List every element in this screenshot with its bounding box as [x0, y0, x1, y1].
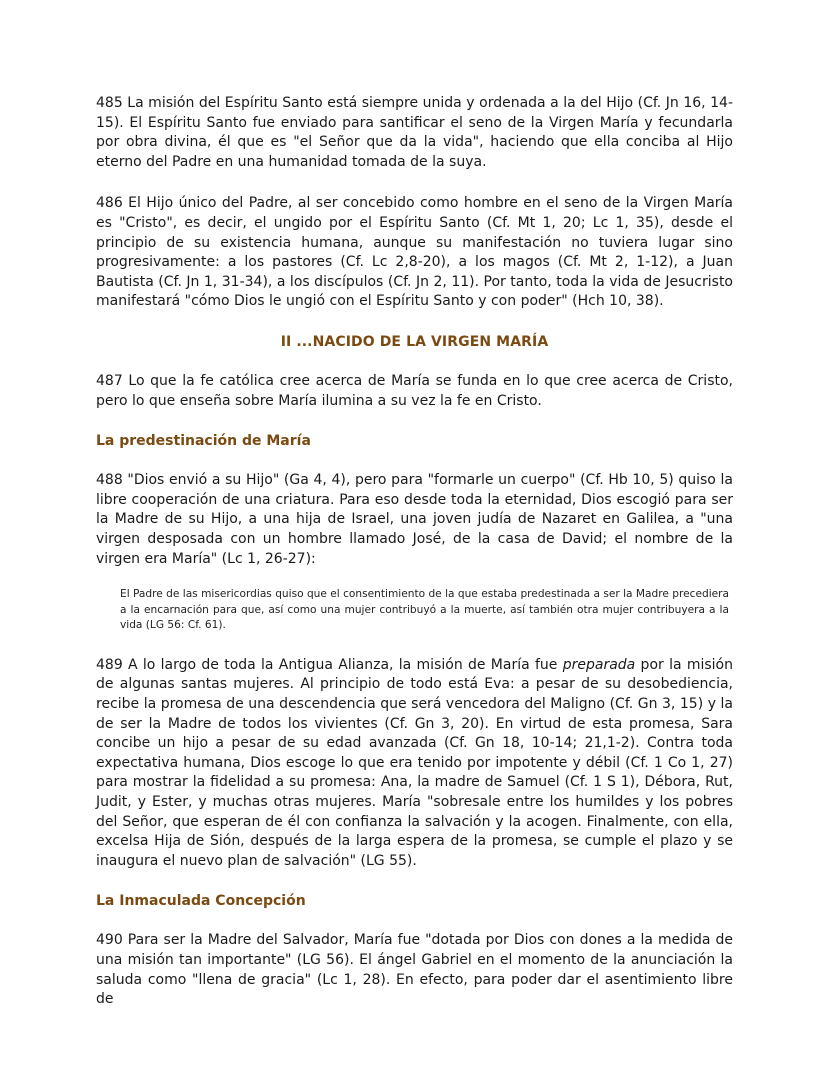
paragraph-487: 487 Lo que la fe católica cree acerca de María se funda en lo que cree acerca de Cristo, pero lo que enseña sobre María ilumina a su vez la fe en Cristo.	[96, 372, 733, 409]
paragraph-489-emphasis: preparada	[562, 656, 636, 673]
section-title: II ...NACIDO DE LA VIRGEN MARÍA	[280, 333, 549, 350]
paragraph-489	[96, 656, 733, 872]
block-quote: El Padre de las misericordias quiso que el consentimiento de la que estaba predestinada a ser la Madre precediera a la encarnación para que, así como una mujer contribuyó a la muerte, así también otra mujer contribuyera a la vida (LG 56: Cf. 61).	[120, 588, 729, 632]
paragraph-490: 490 Para ser la Madre del Salvador, María fue "dotada por Dios con dones a la medida de una misión tan importante" (LG 56). El ángel Gabriel en el momento de la anunciación la saluda como "llena de gracia" (Lc 1, 28). En efecto, para poder dar el asentimiento libre de	[96, 932, 733, 1008]
subheading-immaculate-conception: La Inmaculada Concepción	[96, 893, 306, 910]
subheading-predestination: La predestinación de María	[96, 433, 311, 450]
paragraph-486: 486 El Hijo único del Padre, al ser concebido como hombre en el seno de la Virgen María es "Cristo", es decir, el ungido por el Espíritu Santo (Cf. Mt 1, 20; Lc 1, 35), desde el principio de su existencia humana, aunque su manifestación no tuviera lugar sino progresivamente: a los pastores (Cf. Lc 2,8-20), a los magos (Cf. Mt 2, 1-12), a Juan Bautista (Cf. Jn 1, 31-34), a los discípulos (Cf. Jn 2, 11). Por tanto, toda la vida de Jesucristo manifestará "cómo Dios le ungió con el Espíritu Santo y con poder" (Hch 10, 38).	[96, 195, 733, 310]
paragraph-489-start: 489 A lo largo de toda la Antigua Alianza, la misión de María fue	[96, 656, 563, 673]
paragraph-489-end: por la misión de algunas santas mujeres. Al principio de todo está Eva: a pesar de su desobediencia, recibe la promesa de una descendencia que será vencedora del Maligno (Cf. Gn 3, 15) y la de ser la Madre de todos los vivientes (Cf. Gn 3, 20). En virtud de esta promesa, Sara concibe un hijo a pesar de su edad avanzada (Cf. Gn 18, 10-14; 21,1-2). Contra toda expectativa humana, Dios escoge lo que era tenido por impotente y débil (Cf. 1 Co 1, 27) para mostrar la fidelidad a su promesa: Ana, la madre de Samuel (Cf. 1 S 1), Débora, Rut, Judit, y Ester, y muchas otras mujeres. María "sobresale entre los humildes y los pobres del Señor, que esperan de él con confianza la salvación y la acogen. Finalmente, con ella, excelsa Hija de Sión, después de la larga espera de la promesa, se cumple el plazo y se inaugura el nuevo plan de salvación" (LG 55).	[96, 656, 733, 869]
paragraph-488: 488 "Dios envió a su Hijo" (Ga 4, 4), pero para "formarle un cuerpo" (Cf. Hb 10, 5) quiso la libre cooperación de una criatura. Para eso desde toda la eternidad, Dios escogió para ser la Madre de su Hijo, a una hija de Israel, una joven judía de Nazaret en Galilea, a "una virgen desposada con un hombre llamado José, de la casa de David; el nombre de la virgen era María" (Lc 1, 26-27):	[96, 472, 733, 567]
paragraph-485: 485 La misión del Espíritu Santo está siempre unida y ordenada a la del Hijo (Cf. Jn 16, 14-15). El Espíritu Santo fue enviado para santificar el seno de la Virgen María y fecundarla por obra divina, él que es "el Señor que da la vida", haciendo que ella conciba al Hijo eterno del Padre en una humanidad tomada de la suya.	[96, 95, 733, 170]
document-page	[96, 94, 733, 1010]
